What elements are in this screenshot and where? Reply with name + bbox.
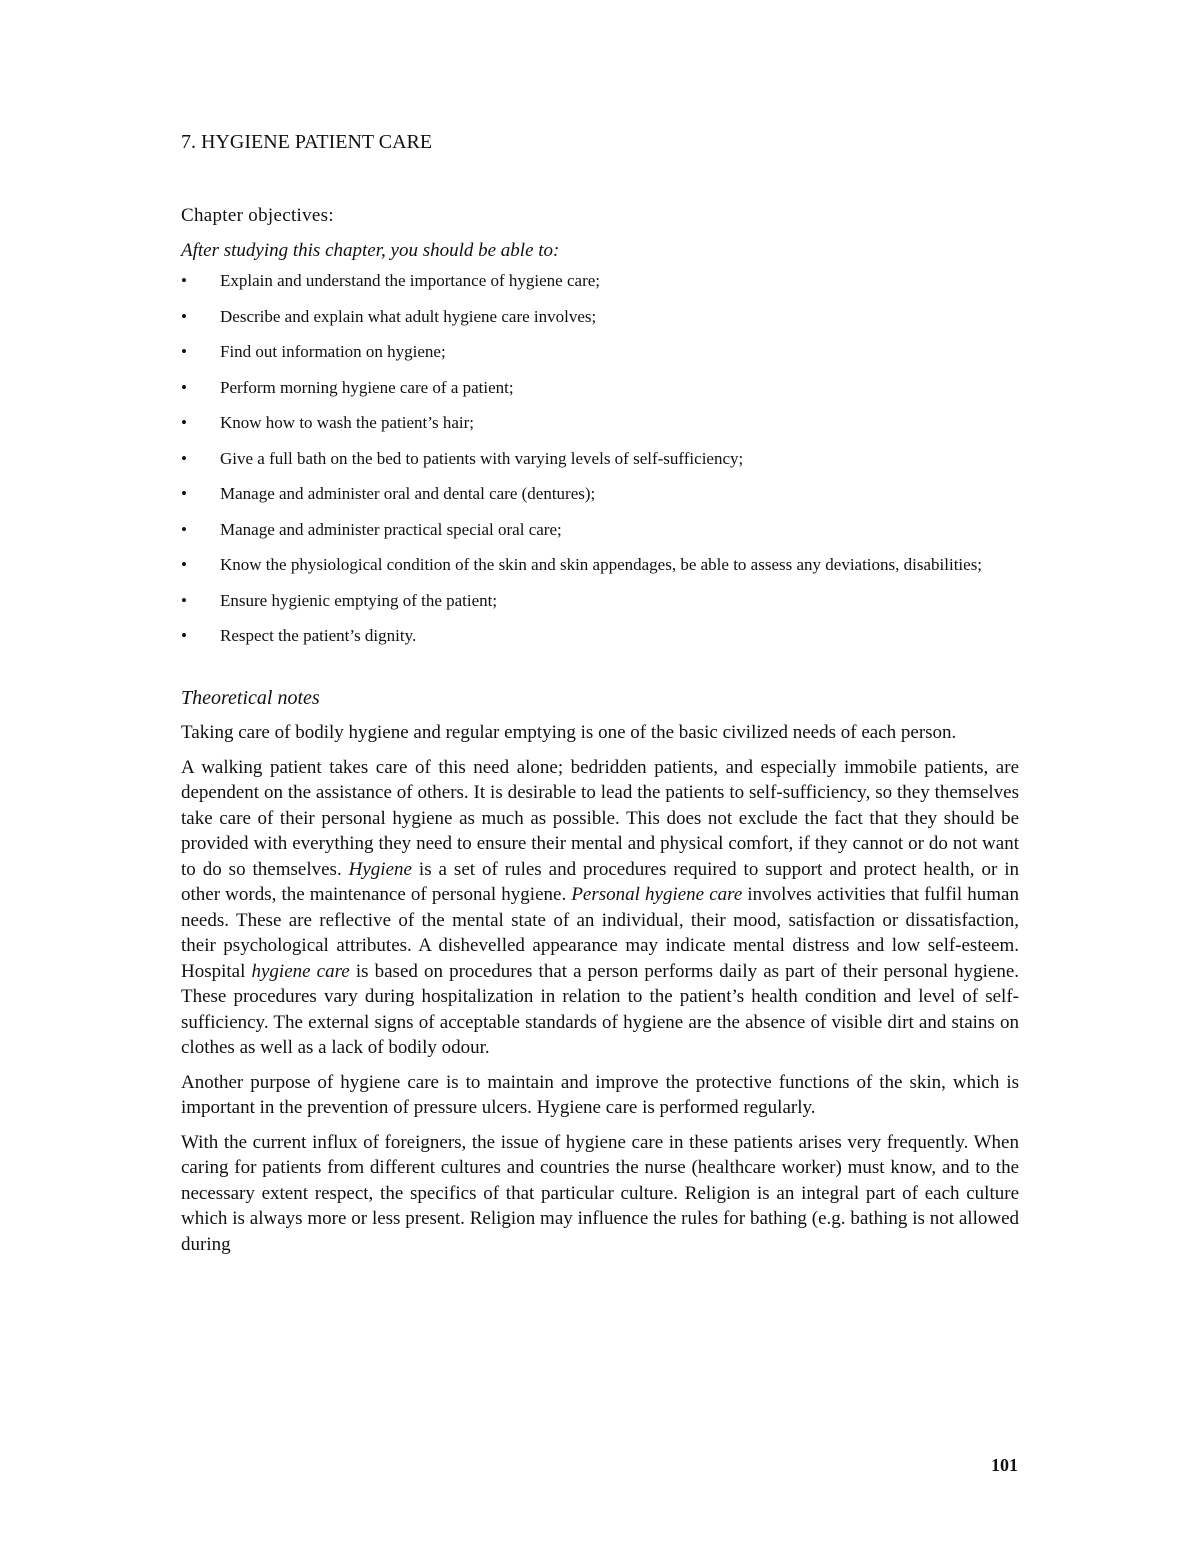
list-item bbox=[181, 447, 1019, 471]
paragraph-2-text-b: is a set of rules and procedures required to support and protect health, or in other words, the maintenance of personal hygiene. bbox=[181, 858, 1019, 905]
bullet-icon: • bbox=[181, 448, 187, 468]
objective-text: Ensure hygienic emptying of the patient; bbox=[220, 590, 498, 610]
objective-text: Know how to wash the patient’s hair; bbox=[220, 413, 475, 432]
paragraph-4: With the current influx of foreigners, the issue of hygiene care in these patients arises very frequently. When caring for patients from different cultures and countries the nurse (healthcare worker) must know, and to the necessary extent respect, the specifics of that particular culture. Religion is an integral part of each culture which is always more or less present. Religion may influence the rules for bathing (e.g. bathing is not allowed during bbox=[181, 1131, 1019, 1255]
objective-text: Perform morning hygiene care of a patient; bbox=[220, 377, 514, 397]
objective-text: Give a full bath on the bed to patients with varying levels of self-sufficiency; bbox=[220, 448, 744, 468]
list-item bbox=[181, 411, 1019, 435]
page-content bbox=[181, 128, 1019, 1266]
list-item bbox=[181, 518, 1019, 542]
list-item bbox=[181, 305, 1019, 329]
objective-text: Find out information on hygiene; bbox=[220, 342, 446, 361]
list-item bbox=[181, 624, 1019, 648]
objectives-intro: After studying this chapter, you should be able to: bbox=[181, 240, 560, 261]
bullet-icon: • bbox=[181, 306, 187, 326]
objective-text: Manage and administer oral and dental care (dentures); bbox=[220, 484, 596, 503]
bullet-icon: • bbox=[181, 342, 187, 361]
objective-text: Manage and administer practical special oral care; bbox=[220, 519, 562, 539]
emphasis-personal-hygiene-care: Personal hygiene care bbox=[571, 884, 743, 905]
objectives-list bbox=[181, 269, 1019, 648]
bullet-icon: • bbox=[181, 484, 187, 503]
objective-text: Describe and explain what adult hygiene care involves; bbox=[220, 306, 597, 326]
bullet-icon: • bbox=[181, 413, 187, 432]
chapter-title: 7. HYGIENE PATIENT CARE bbox=[181, 131, 433, 153]
list-item bbox=[181, 589, 1019, 613]
objectives-label: Chapter objectives: bbox=[181, 205, 334, 226]
objective-text: Respect the patient’s dignity. bbox=[220, 626, 417, 645]
paragraph-2 bbox=[181, 755, 1019, 1061]
list-item bbox=[181, 269, 1019, 293]
bullet-icon: • bbox=[181, 271, 187, 290]
list-item bbox=[181, 553, 1019, 577]
bullet-icon: • bbox=[181, 519, 187, 539]
list-item bbox=[181, 482, 1019, 506]
paragraph-2-text-a: A walking patient takes care of this need alone; bedridden patients, and especially immobile patients, are dependent on the assistance of others. It is desirable to lead the patients to self-sufficiency, so they themselves take care of their personal hygiene as much as possible. This does not exclude the fact that they should be provided with everything they need to ensure their mental and physical comfort, if they cannot or do not want to do so themselves. bbox=[181, 756, 1019, 880]
emphasis-hygiene-care: hygiene care bbox=[251, 960, 350, 982]
bullet-icon: • bbox=[181, 626, 187, 645]
emphasis-hygiene: Hygiene bbox=[348, 858, 412, 880]
objective-text: Explain and understand the importance of hygiene care; bbox=[220, 271, 600, 290]
list-item bbox=[181, 340, 1019, 364]
paragraph-1: Taking care of bodily hygiene and regular emptying is one of the basic civilized needs of each person. bbox=[181, 722, 957, 743]
section-title: Theoretical notes bbox=[181, 687, 320, 709]
list-item bbox=[181, 376, 1019, 400]
bullet-icon: • bbox=[181, 377, 187, 397]
bullet-icon: • bbox=[181, 590, 187, 610]
objective-text: Know the physiological condition of the skin and skin appendages, be able to assess any deviations, disabilities; bbox=[220, 555, 983, 574]
bullet-icon: • bbox=[181, 555, 187, 574]
paragraph-2-text-d: is based on procedures that a person performs daily as part of their personal hygiene. These procedures vary during hospitalization in relation to the patient’s health condition and level of self-sufficiency. The external signs of acceptable standards of hygiene are the absence of visible dirt and stains on clothes as well as a lack of bodily odour. bbox=[181, 960, 1020, 1058]
paragraph-3: Another purpose of hygiene care is to maintain and improve the protective functions of the skin, which is important in the prevention of pressure ulcers. Hygiene care is performed regularly. bbox=[181, 1071, 1019, 1118]
paragraph-2-text-c: involves activities that fulfil human needs. These are reflective of the mental state of an individual, their mood, satisfaction or dissatisfaction, their psychological attributes. A dishevelled appearance may indicate mental distress and low self-esteem. Hospital bbox=[181, 884, 1019, 982]
page-number: 101 bbox=[991, 1455, 1018, 1475]
